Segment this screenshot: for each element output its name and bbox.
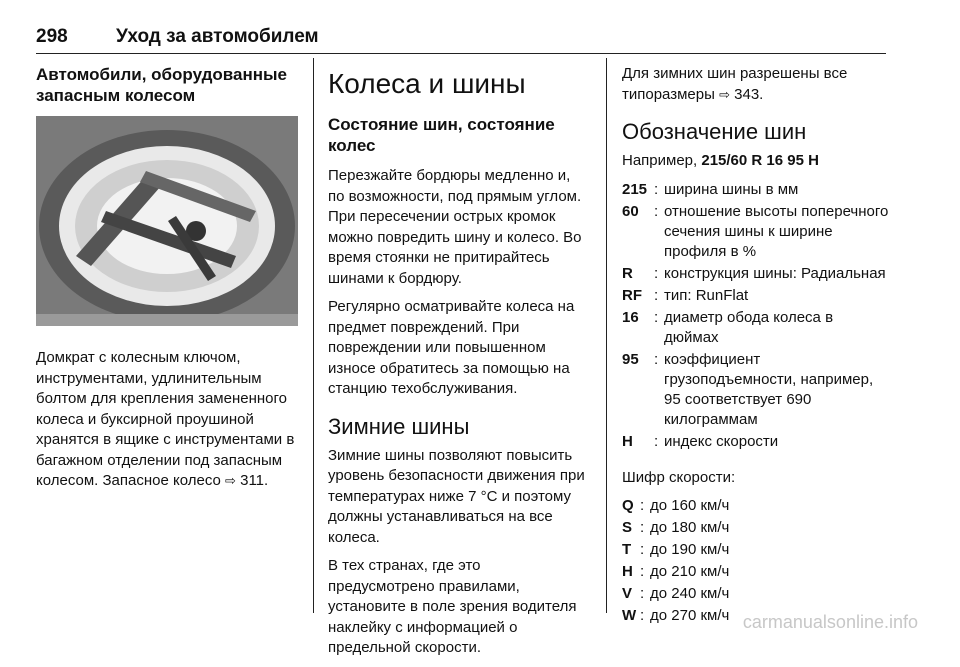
paragraph: Зимние шины позволяют повысить уровень безопасности движения при температурах ниже 7 °C и поэтому должны устанавливаться на все колеса.	[328, 446, 585, 546]
section-heading: Зимние шины	[328, 413, 470, 439]
column-left	[36, 64, 298, 500]
spare-wheel-illustration	[36, 116, 298, 326]
definition-item: 60 : отношение высоты поперечного сечения шины к ширине профиля в %	[622, 202, 889, 260]
paragraph: Для зимних шин разрешены все типоразмеры ⇨ 343.	[622, 65, 848, 103]
speed-code-list	[622, 496, 890, 626]
speed-item: H : до 210 км/ч	[622, 563, 730, 580]
definition-item: 215 : ширина шины в мм	[622, 180, 799, 198]
definition-item: 16 : диаметр обода колеса в дюймах	[622, 308, 834, 346]
page-header	[36, 26, 896, 56]
column-right	[622, 64, 890, 642]
column-divider	[313, 58, 314, 613]
section-heading: Автомобили, оборудованные запасным колесом	[36, 65, 287, 105]
header-rule	[36, 53, 886, 54]
speed-item: Q : до 160 км/ч	[622, 497, 730, 514]
example-line: Например, 215/60 R 16 95 H	[622, 152, 819, 169]
running-title: Уход за автомобилем	[116, 26, 319, 47]
definition-item: RF : тип: RunFlat	[622, 286, 749, 304]
speed-item: V : до 240 км/ч	[622, 585, 730, 602]
definition-item: 95 : коэффициент грузоподъемности, например, 95 соответствует 690 килограммам	[622, 350, 874, 428]
page-number: 298	[36, 26, 68, 47]
speed-item: S : до 180 км/ч	[622, 519, 730, 536]
chapter-title: Колеса и шины	[328, 68, 526, 99]
paragraph: Регулярно осматривайте колеса на предмет повреждений. При повреждении или повышенном износе обратитесь за помощью на станцию техобслуживания.	[328, 298, 575, 397]
column-divider	[606, 58, 607, 613]
column-middle	[328, 64, 590, 667]
paragraph: В тех странах, где это предусмотрено правилами, установите в поле зрения водителя наклейку с информацией о предельной скорости.	[328, 557, 577, 656]
cross-reference-icon: ⇨	[719, 86, 730, 102]
paragraph: Перезжайте бордюры медленно и, по возможности, под прямым углом. При пересечении острых кромок можно повредить шину и колесо. Во время стоянки не притирайтесь шинами к бордюру.	[328, 167, 582, 287]
cross-reference-icon: ⇨	[225, 473, 236, 488]
section-heading: Обозначение шин	[622, 119, 807, 144]
definition-item: R : конструкция шины: Радиальная	[622, 264, 886, 282]
spare-wheel-photo	[36, 116, 298, 326]
tire-code-definitions	[622, 180, 890, 452]
figure-caption: Домкрат с колесным ключом, инструментами, удлинительным болтом для крепления замененного колеса и буксирной проушиной хранятся в ящике с инструментами в багажном отделении под запасным колесом. Запасное колесо ⇨ 311.	[36, 349, 295, 489]
watermark: carmanualsonline.info	[742, 612, 918, 632]
speed-item: T : до 190 км/ч	[622, 541, 730, 558]
subsection-heading: Состояние шин, состояние колес	[328, 115, 555, 155]
definition-item: H : индекс скорости	[622, 432, 779, 450]
speed-item: W : до 270 км/ч	[622, 607, 730, 624]
speed-code-label: Шифр скорости:	[622, 468, 736, 486]
